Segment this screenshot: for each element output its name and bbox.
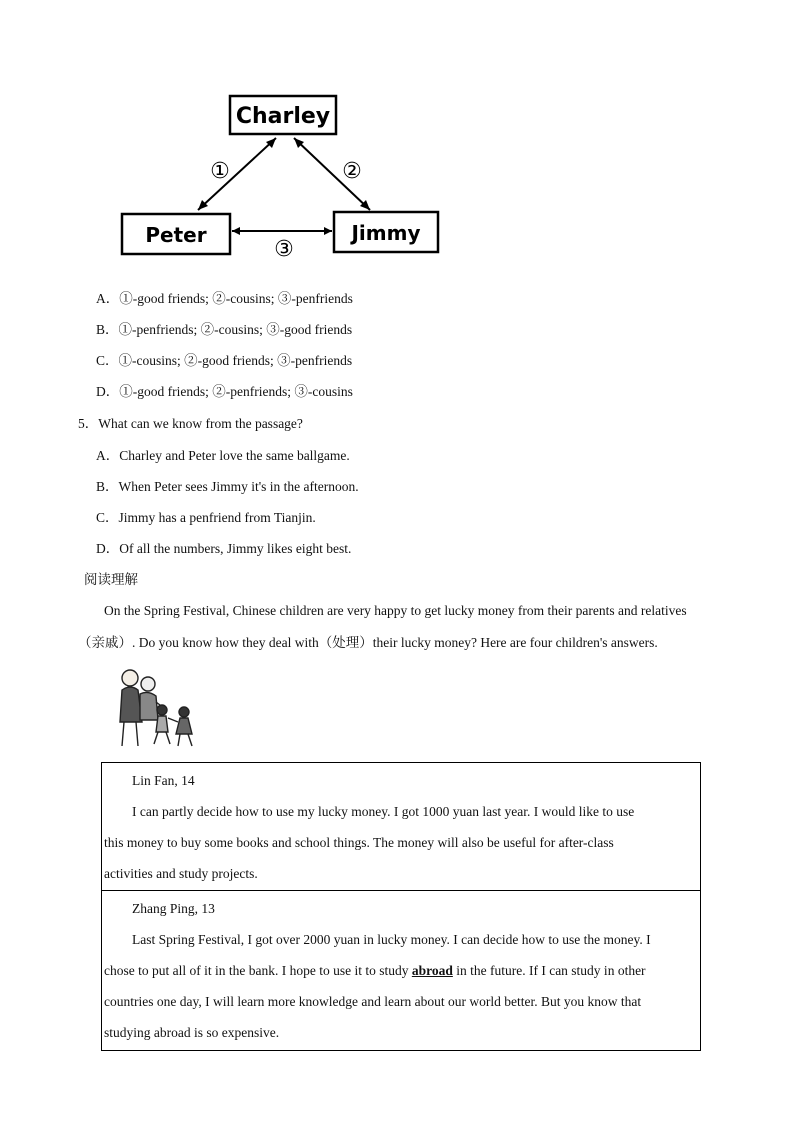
answer-line: activities and study projects.: [104, 866, 258, 881]
answer-name: Lin Fan, 14: [132, 773, 195, 788]
node-charley: [230, 96, 336, 134]
answer-line: Last Spring Festival, I got over 2000 yuan in lucky money. I can decide how to use the money. I: [132, 932, 651, 947]
q4-option-c[interactable]: C．①-cousins; ②-good friends; ③-penfriends: [96, 353, 353, 368]
svg-text:Jimmy: Jimmy: [351, 221, 421, 245]
answer-line: this money to buy some books and school things. The money will also be useful for after-class: [104, 835, 614, 850]
answer-card-zhang-ping: [101, 890, 701, 1051]
svg-text:①: ①: [210, 159, 230, 184]
family-illustration: [100, 660, 200, 750]
edge-two: [294, 138, 370, 210]
q4-option-b[interactable]: B．①-penfriends; ②-cousins; ③-good friends: [96, 322, 353, 337]
svg-text:Peter: Peter: [145, 223, 207, 247]
section-heading: 阅读理解: [84, 572, 138, 587]
q5-option-b[interactable]: B．When Peter sees Jimmy it's in the afternoon.: [96, 479, 359, 494]
answer-line: studying abroad is so expensive.: [104, 1025, 280, 1040]
intro-line-1: On the Spring Festival, Chinese children are very happy to get lucky money from their parents and relatives: [104, 603, 687, 618]
answer-line: I can partly decide how to use my lucky money. I got 1000 yuan last year. I would like to use: [132, 804, 635, 819]
answer-line: countries one day, I will learn more knowledge and learn about our world better. But you know that: [104, 994, 642, 1009]
relationship-diagram: [118, 88, 448, 268]
node-jimmy: [334, 212, 438, 252]
q4-option-d[interactable]: D．①-good friends; ②-penfriends; ③-cousins: [96, 384, 353, 399]
answer-name: Zhang Ping, 13: [132, 901, 215, 916]
edge-three: [232, 227, 332, 262]
svg-text:②: ②: [342, 159, 362, 184]
svg-text:③: ③: [274, 237, 294, 262]
q5-option-a[interactable]: A．Charley and Peter love the same ballgame.: [96, 448, 350, 463]
node-peter: [122, 214, 230, 254]
edge-one: [198, 138, 276, 210]
q5-option-d[interactable]: D．Of all the numbers, Jimmy likes eight best.: [96, 541, 352, 556]
q4-option-a[interactable]: A．①-good friends; ②-cousins; ③-penfriends: [96, 291, 353, 306]
q5-option-c[interactable]: C．Jimmy has a penfriend from Tianjin.: [96, 510, 316, 525]
intro-line-2: （亲戚）. Do you know how they deal with（处理）their lucky money? Here are four children's answers.: [78, 635, 658, 650]
answer-line: chose to put all of it in the bank. I hope to use it to study abroad in the future. If I can study in other: [104, 963, 646, 978]
svg-text:Charley: Charley: [235, 104, 331, 129]
keyword-abroad: abroad: [411, 963, 453, 978]
q5-question: 5．What can we know from the passage?: [78, 416, 303, 431]
answer-card-lin-fan: [101, 762, 701, 891]
